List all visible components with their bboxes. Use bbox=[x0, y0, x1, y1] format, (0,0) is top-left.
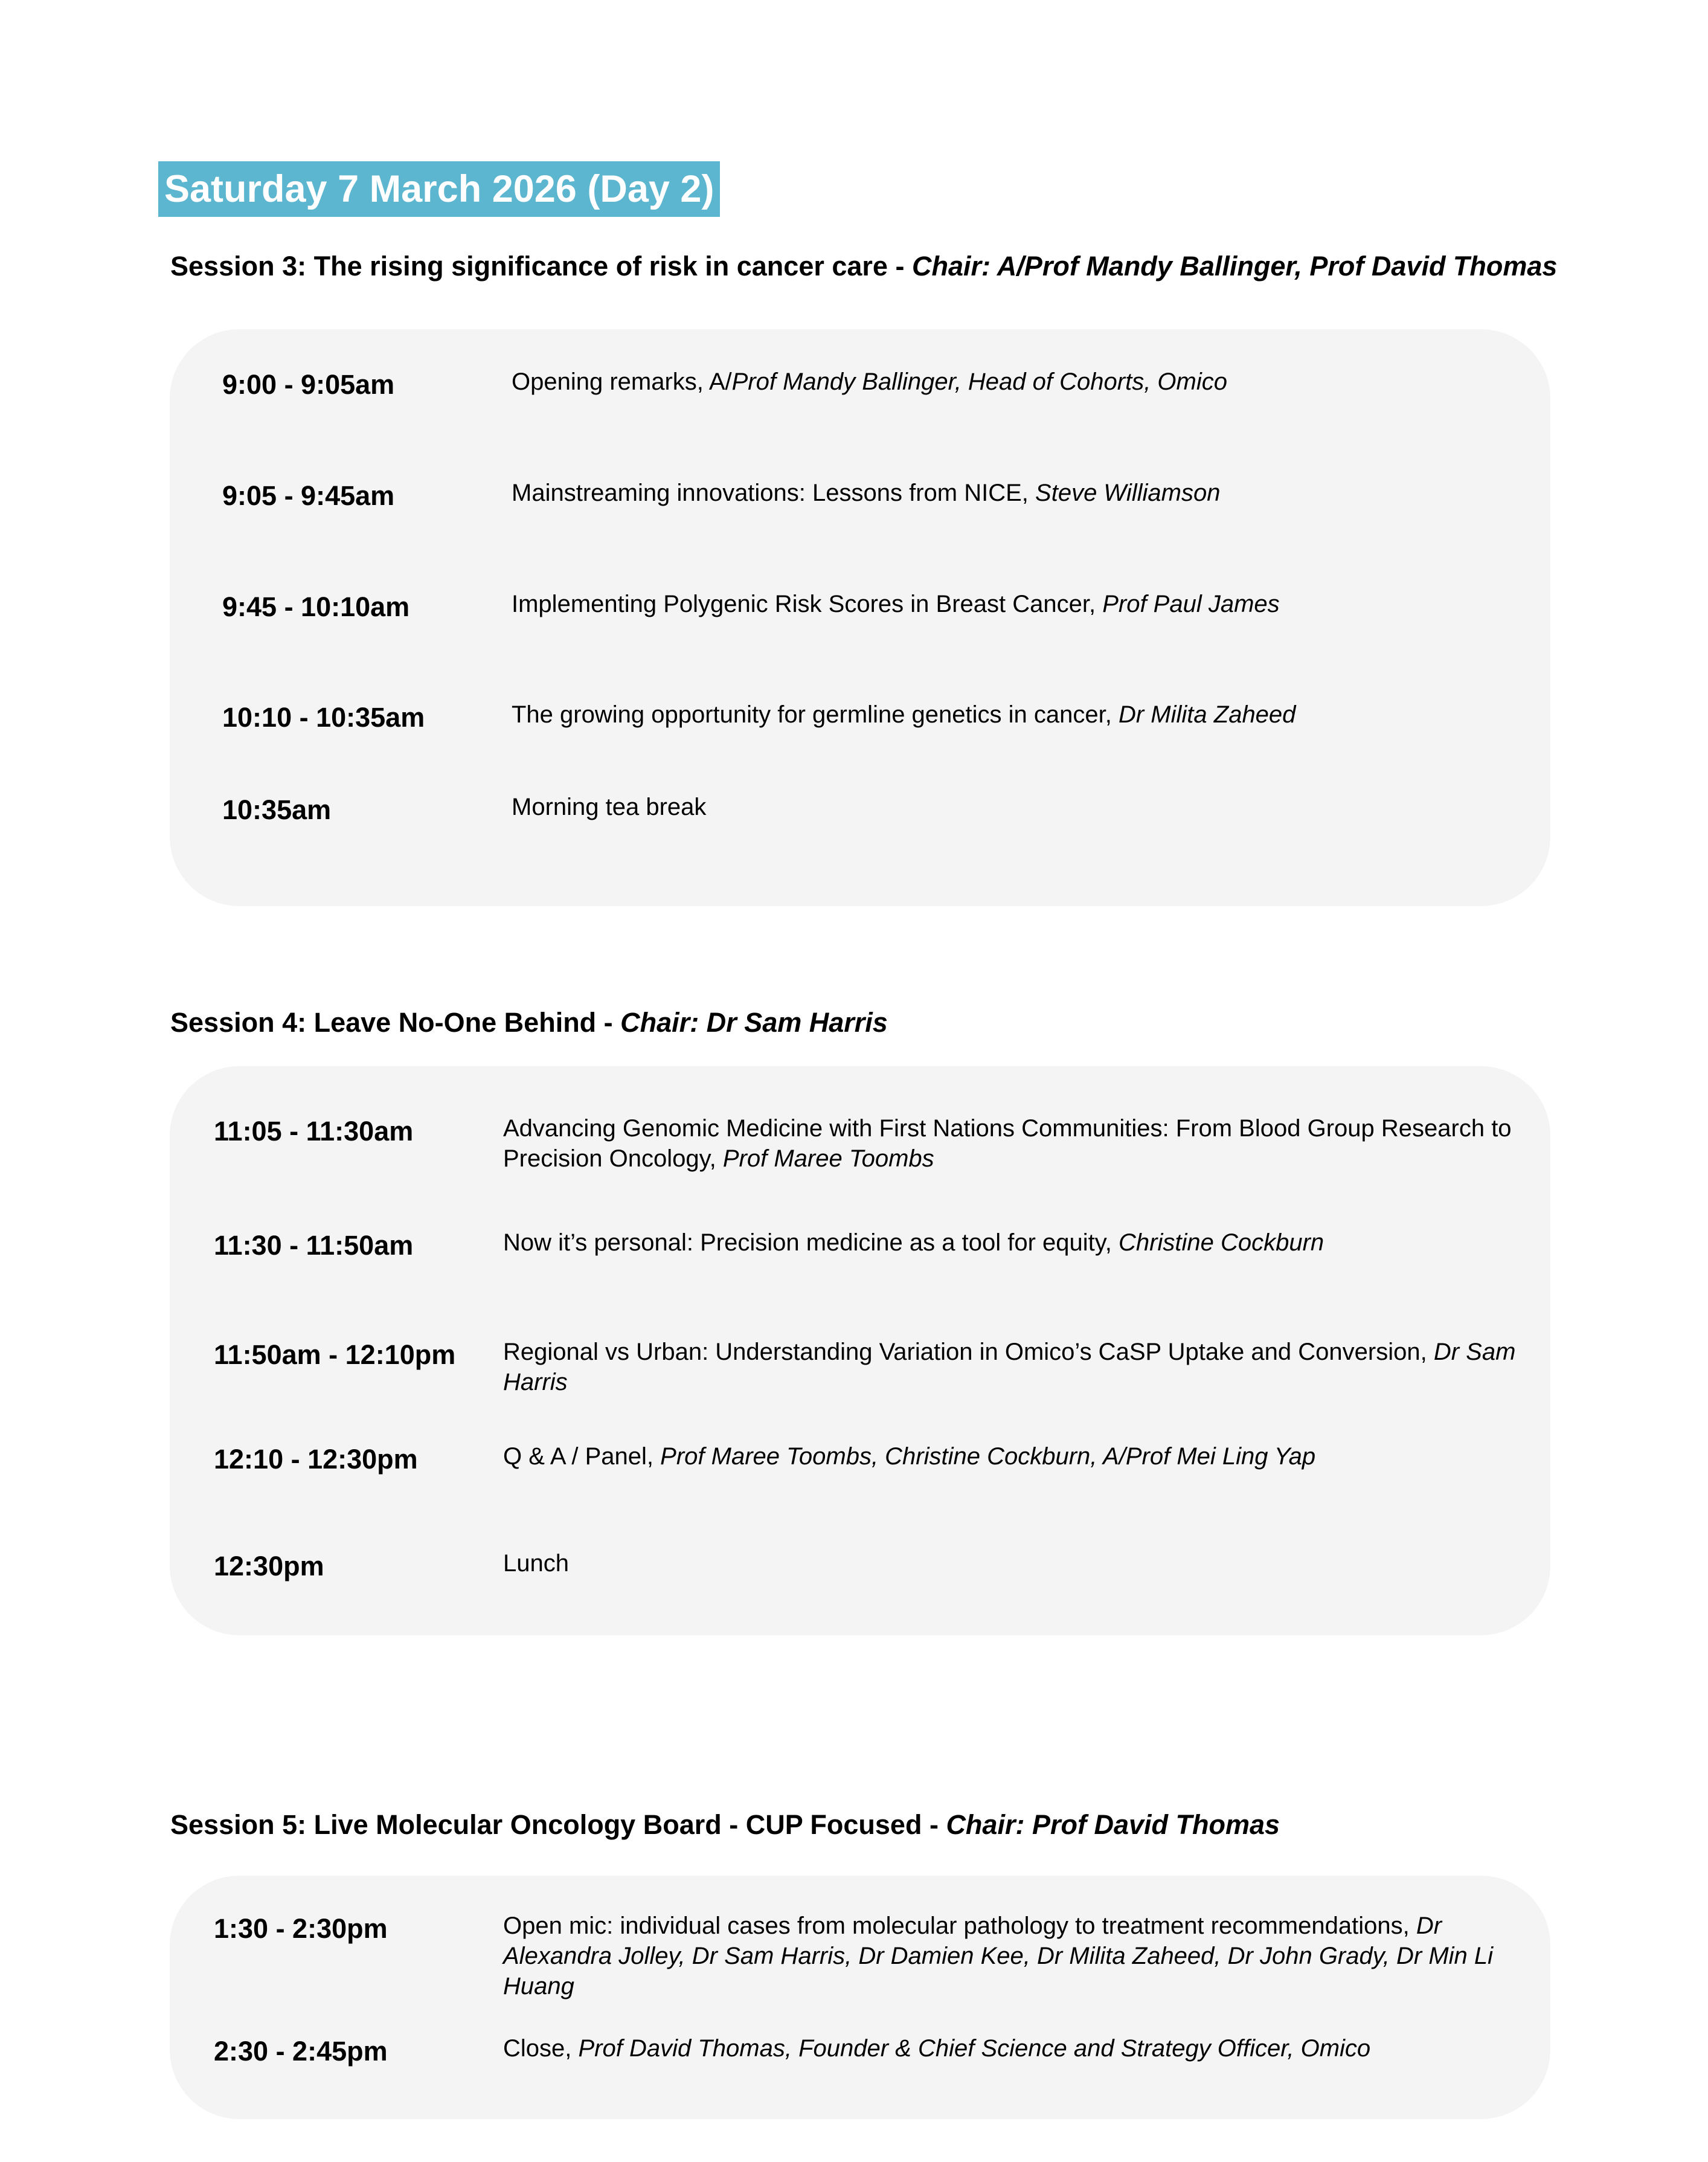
session-title-text: Session 5: Live Molecular Oncology Board - CUP Focused - bbox=[170, 1809, 946, 1840]
row-text: Open mic: individual cases from molecular pathology to treatment recommendations, bbox=[503, 1913, 1416, 1939]
session-title-text: Session 3: The rising significance of risk in cancer care - bbox=[170, 251, 912, 282]
row-text: Mainstreaming innovations: Lessons from NICE, bbox=[512, 480, 1036, 506]
row-text: Implementing Polygenic Risk Scores in Breast Cancer, bbox=[512, 591, 1103, 617]
row-speaker: Christine Cockburn bbox=[1119, 1229, 1324, 1256]
session-3-schedule bbox=[170, 329, 1550, 906]
row-description bbox=[503, 1441, 1542, 1472]
row-speaker: Dr Milita Zaheed bbox=[1118, 701, 1296, 728]
row-speaker: Prof Maree Toombs, Christine Cockburn, A/Prof Mei Ling Yap bbox=[660, 1443, 1316, 1470]
row-description bbox=[512, 367, 1550, 397]
row-description bbox=[503, 2033, 1542, 2064]
row-time: 12:30pm bbox=[214, 1551, 324, 1581]
row-time: 11:30 - 11:50am bbox=[214, 1230, 414, 1261]
row-speaker: Steve Williamson bbox=[1035, 480, 1221, 506]
row-description bbox=[512, 589, 1550, 619]
row-description bbox=[512, 792, 1550, 822]
session-3-title bbox=[170, 249, 1559, 283]
row-text: The growing opportunity for germline genetics in cancer, bbox=[512, 701, 1119, 728]
row-text: Now it’s personal: Precision medicine as a tool for equity, bbox=[503, 1229, 1119, 1256]
row-description bbox=[503, 1227, 1542, 1258]
session-chair: Chair: A/Prof Mandy Ballinger, Prof David Thomas bbox=[911, 251, 1558, 282]
row-speaker: Dr Sam Harris bbox=[503, 1339, 1516, 1395]
row-speaker: Dr Alexandra Jolley, Dr Sam Harris, Dr Damien Kee, Dr Milita Zaheed, Dr John Grady, Dr Min Li Huang bbox=[503, 1913, 1494, 2000]
row-time: 11:50am - 12:10pm bbox=[214, 1339, 456, 1370]
row-text: Close, bbox=[503, 2035, 579, 2062]
row-speaker: Prof Mandy Ballinger, Head of Cohorts, Omico bbox=[731, 368, 1227, 395]
row-speaker: Prof Paul James bbox=[1102, 591, 1280, 617]
row-description bbox=[503, 1548, 1542, 1578]
day-heading: Saturday 7 March 2026 (Day 2) bbox=[158, 161, 720, 217]
row-text: Advancing Genomic Medicine with First Nations Communities: From Blood Group Research to Precision Oncology, bbox=[503, 1115, 1512, 1172]
row-time: 9:05 - 9:45am bbox=[222, 480, 395, 511]
row-time: 9:00 - 9:05am bbox=[222, 369, 395, 400]
row-description bbox=[503, 1911, 1542, 2001]
row-text: Morning tea break bbox=[512, 794, 707, 820]
row-time: 10:10 - 10:35am bbox=[222, 702, 425, 733]
row-speaker: Prof David Thomas, Founder & Chief Science and Strategy Officer, Omico bbox=[578, 2035, 1371, 2062]
session-5-title bbox=[170, 1808, 1559, 1842]
row-description bbox=[512, 478, 1550, 508]
row-time: 1:30 - 2:30pm bbox=[214, 1913, 388, 1944]
row-time: 10:35am bbox=[222, 794, 332, 825]
row-text: Lunch bbox=[503, 1550, 569, 1577]
row-description bbox=[512, 700, 1550, 730]
row-text: Opening remarks, A/ bbox=[512, 368, 732, 395]
row-text: Regional vs Urban: Understanding Variation in Omico’s CaSP Uptake and Conversion, bbox=[503, 1339, 1434, 1365]
row-time: 12:10 - 12:30pm bbox=[214, 1444, 418, 1475]
session-4-schedule bbox=[170, 1066, 1550, 1635]
row-speaker: Prof Maree Toombs bbox=[722, 1145, 934, 1172]
row-text: Q & A / Panel, bbox=[503, 1443, 661, 1470]
row-description bbox=[503, 1337, 1542, 1397]
session-5-schedule bbox=[170, 1876, 1550, 2119]
row-time: 2:30 - 2:45pm bbox=[214, 2036, 388, 2067]
row-description bbox=[503, 1113, 1542, 1174]
row-time: 11:05 - 11:30am bbox=[214, 1116, 414, 1147]
session-4-title bbox=[170, 1006, 1559, 1040]
session-chair: Chair: Dr Sam Harris bbox=[620, 1007, 888, 1038]
row-time: 9:45 - 10:10am bbox=[222, 591, 410, 622]
session-chair: Chair: Prof David Thomas bbox=[946, 1809, 1280, 1840]
session-title-text: Session 4: Leave No-One Behind - bbox=[170, 1007, 621, 1038]
